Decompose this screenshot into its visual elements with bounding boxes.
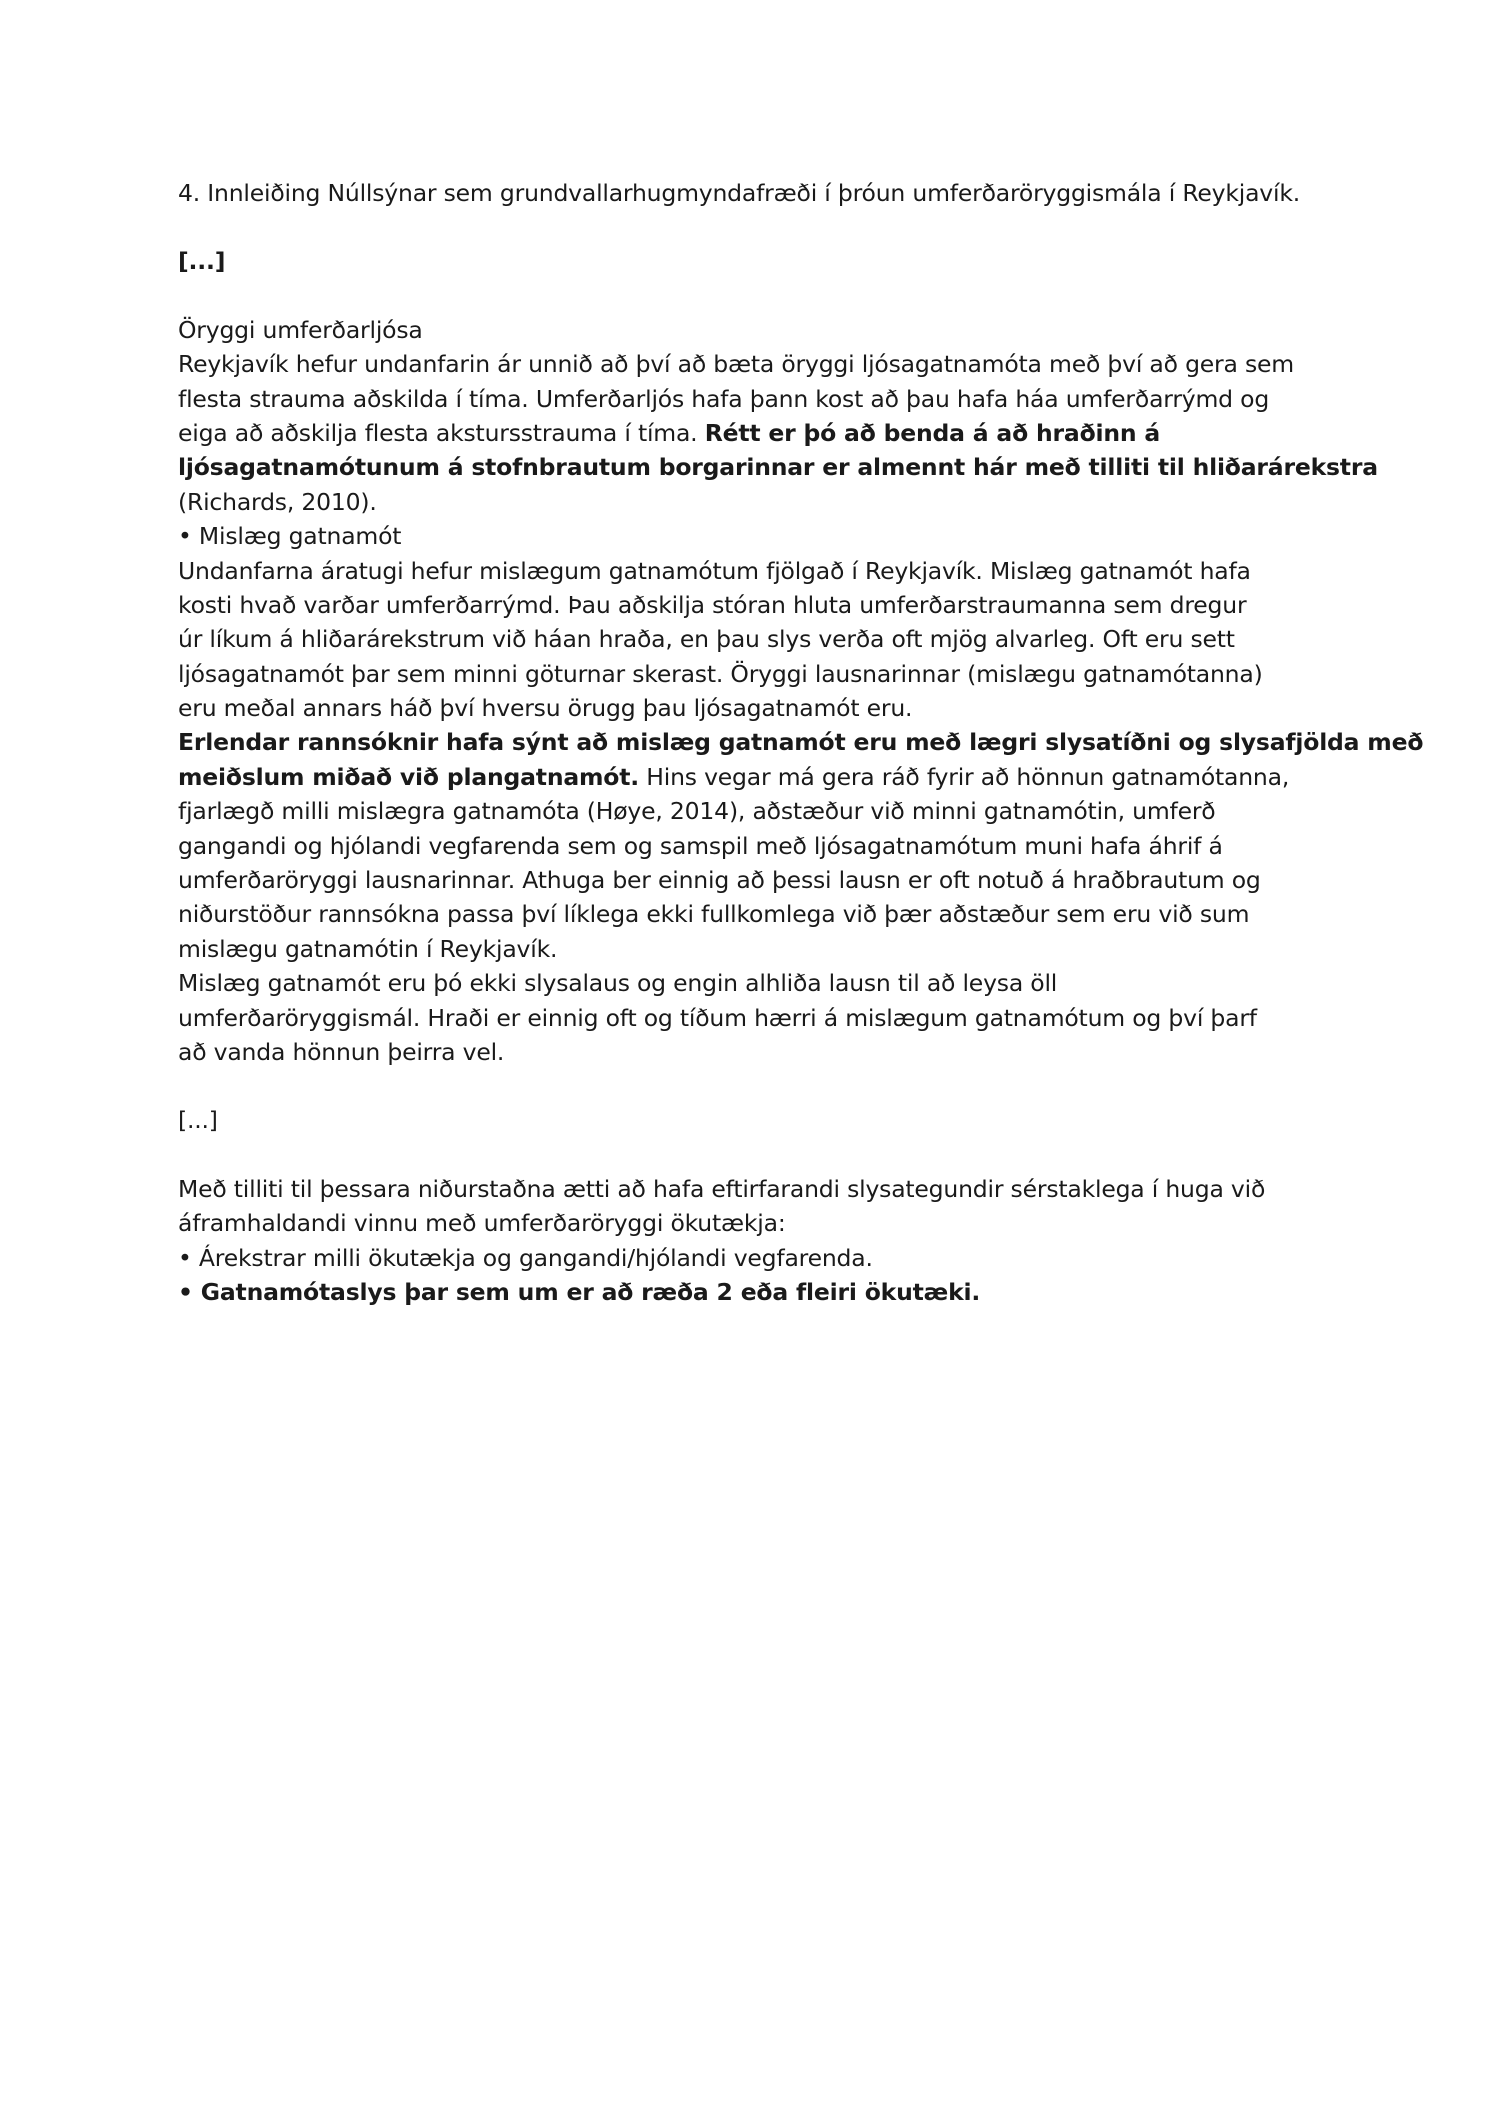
section-title: Öryggi umferðarljósa: [178, 315, 423, 344]
numbered-heading: 4. Innleiðing Núllsýnar sem grundvallarhugmyndafræði í þróun umferðaröryggismála í Reykjavík.: [178, 179, 1301, 207]
paragraph-line-bold: Erlendar rannsóknir hafa sýnt að mislæg gatnamót eru með lægri slysatíðni og slysafjölda með: [178, 728, 1424, 757]
paragraph-line: niðurstöður rannsókna passa því líklega ekki fullkomlega við þær aðstæður sem eru við sum: [178, 900, 1250, 929]
ellipsis-bold: [...]: [178, 247, 226, 276]
bold-text-run: meiðslum miðað við plangatnamót.: [178, 762, 639, 791]
paragraph-line: flesta strauma aðskilda í tíma. Umferðarljós hafa þann kost að þau hafa háa umferðarrýmd og: [178, 384, 1270, 413]
bold-text-run: Rétt er þó að benda á að hraðinn á: [704, 418, 1161, 447]
paragraph-line: [178, 760, 1338, 794]
bullet-subheading: • Mislæg gatnamót: [178, 522, 402, 551]
paragraph-line: kosti hvað varðar umferðarrýmd. Þau aðskilja stóran hluta umferðarstraumanna sem dregur: [178, 590, 1247, 619]
paragraph-line: Reykjavík hefur undanfarin ár unnið að því að bæta öryggi ljósagatnamóta með því að gera sem: [178, 350, 1294, 379]
paragraph-line: Með tilliti til þessara niðurstaðna ætti að hafa eftirfarandi slysategundir sérstaklega í huga við: [178, 1174, 1266, 1203]
paragraph-line: [178, 416, 1338, 450]
paragraph-line: gangandi og hjólandi vegfarenda sem og samspil með ljósagatnamótum muni hafa áhrif á: [178, 831, 1223, 860]
paragraph-line: umferðaröryggismál. Hraði er einnig oft og tíðum hærri á mislægum gatnamótum og því þarf: [178, 1003, 1257, 1032]
paragraph-line: áframhaldandi vinnu með umferðaröryggi ökutækja:: [178, 1209, 786, 1238]
ellipsis-plain: [...]: [178, 1106, 218, 1135]
spacer: [178, 210, 1338, 244]
bullet-item: • Árekstrar milli ökutækja og gangandi/hjólandi vegfarenda.: [178, 1243, 873, 1272]
paragraph-line: umferðaröryggi lausnarinnar. Athuga ber einnig að þessi lausn er oft notuð á hraðbrautum og: [178, 866, 1261, 895]
bullet-item-bold: • Gatnamótaslys þar sem um er að ræða 2 eða fleiri ökutæki.: [178, 1277, 981, 1306]
spacer: [178, 279, 1338, 313]
paragraph-line: Mislæg gatnamót eru þó ekki slysalaus og engin alhliða lausn til að leysa öll: [178, 969, 1058, 998]
paragraph-line-bold: ljósagatnamótunum á stofnbrautum borgarinnar er almennt hár með tilliti til hliðarárekstra: [178, 453, 1378, 482]
spacer: [178, 1069, 1338, 1103]
document-body: [178, 176, 1424, 1309]
spacer: [178, 1138, 1338, 1172]
text-run: eiga að aðskilja flesta akstursstrauma í tíma.: [178, 418, 705, 447]
paragraph-line: ljósagatnamót þar sem minni göturnar skerast. Öryggi lausnarinnar (mislægu gatnamótanna): [178, 659, 1263, 688]
text-run: Hins vegar má gera ráð fyrir að hönnun gatnamótanna,: [639, 762, 1290, 791]
paragraph-line: að vanda hönnun þeirra vel.: [178, 1037, 505, 1066]
paragraph-line: úr líkum á hliðarárekstrum við háan hraða, en þau slys verða oft mjög alvarleg. Oft eru sett: [178, 625, 1235, 654]
paragraph-line: fjarlægð milli mislægra gatnamóta (Høye, 2014), aðstæður við minni gatnamótin, umferð: [178, 797, 1216, 826]
paragraph-line: Undanfarna áratugi hefur mislægum gatnamótum fjölgað í Reykjavík. Mislæg gatnamót hafa: [178, 556, 1251, 585]
paragraph-line: mislægu gatnamótin í Reykjavík.: [178, 934, 558, 963]
paragraph-line: eru meðal annars háð því hversu örugg þau ljósagatnamót eru.: [178, 694, 913, 723]
paragraph-line: (Richards, 2010).: [178, 487, 377, 516]
